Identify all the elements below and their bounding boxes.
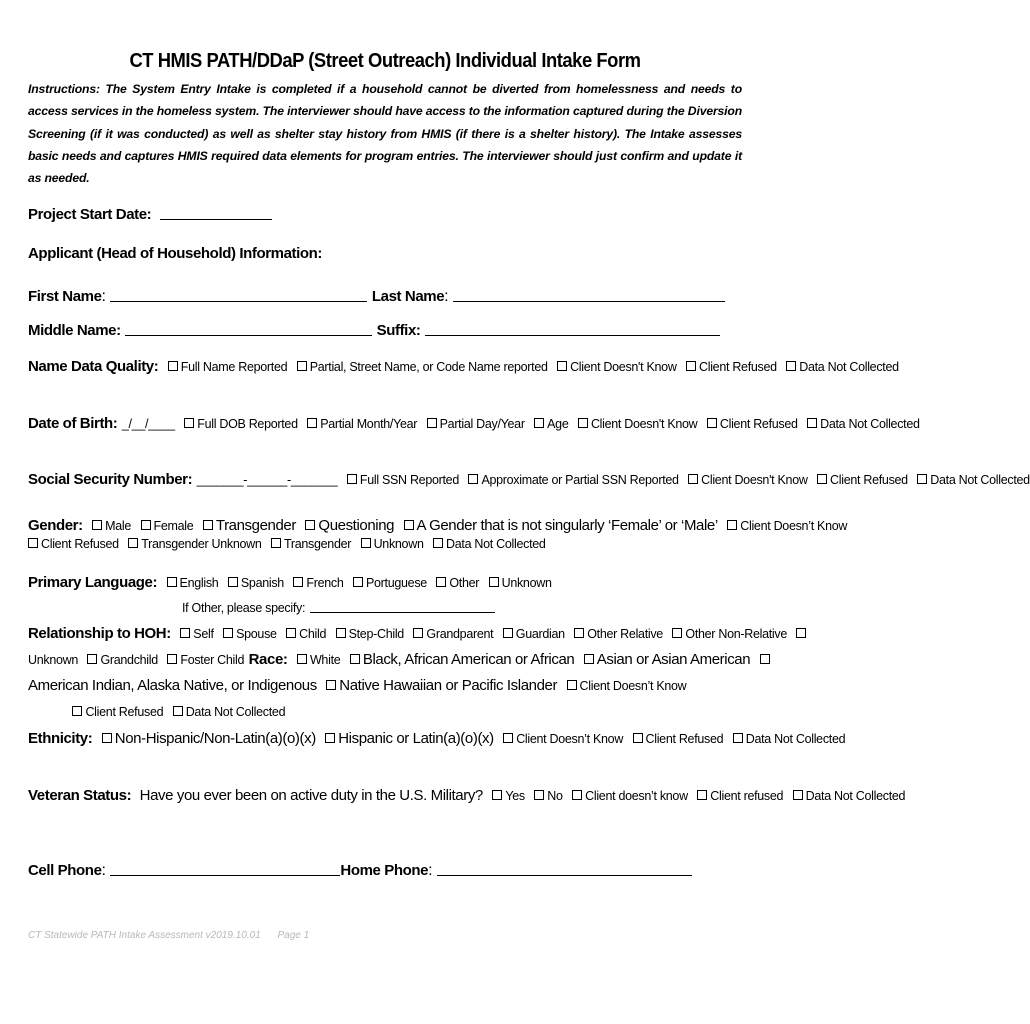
checkbox[interactable] bbox=[307, 418, 317, 428]
checkbox[interactable] bbox=[578, 418, 588, 428]
option-label: Age bbox=[547, 417, 569, 431]
checkbox[interactable] bbox=[173, 706, 183, 716]
checkbox[interactable] bbox=[688, 474, 698, 484]
option-label: Client Refused bbox=[41, 537, 119, 551]
last-name-label: Last Name bbox=[371, 288, 445, 305]
option-label: Step-Child bbox=[348, 627, 404, 641]
option-label: Black, African American or African bbox=[362, 651, 575, 668]
footer-version: CT Statewide PATH Intake Assessment v2019.10.01 bbox=[28, 930, 261, 941]
option-label: Partial Month/Year bbox=[320, 417, 418, 431]
option-label: Data Not Collected bbox=[820, 417, 920, 431]
checkbox[interactable] bbox=[325, 733, 335, 743]
checkbox[interactable] bbox=[168, 361, 178, 371]
option-label: Partial, Street Name, or Code Name reported bbox=[309, 360, 548, 374]
middle-name-field[interactable] bbox=[125, 323, 372, 336]
checkbox[interactable] bbox=[128, 538, 138, 548]
option-label: Native Hawaiian or Pacific Islander bbox=[339, 677, 558, 694]
checkbox[interactable] bbox=[584, 654, 594, 664]
language-other-label: If Other, please specify: bbox=[182, 601, 306, 615]
checkbox[interactable] bbox=[686, 361, 696, 371]
option-label: Self bbox=[193, 627, 214, 641]
option-label: Male bbox=[105, 519, 132, 533]
checkbox[interactable] bbox=[336, 628, 346, 638]
option-label: Transgender bbox=[284, 537, 352, 551]
checkbox[interactable] bbox=[534, 418, 544, 428]
option-label: Client refused bbox=[710, 789, 784, 803]
checkbox[interactable] bbox=[427, 418, 437, 428]
footer bbox=[28, 930, 323, 941]
name-quality-label: Name Data Quality: bbox=[28, 358, 159, 375]
option-label: Client Refused bbox=[719, 417, 798, 431]
option-label: Other Non-Relative bbox=[685, 627, 787, 641]
checkbox[interactable] bbox=[503, 733, 513, 743]
project-start-row bbox=[28, 206, 742, 224]
checkbox[interactable] bbox=[28, 538, 38, 548]
checkbox[interactable] bbox=[167, 577, 177, 587]
option-label: Transgender bbox=[215, 517, 296, 534]
option-label: Unknown bbox=[373, 537, 424, 551]
option-label: Client Doesn’t Know bbox=[740, 519, 848, 533]
option-label: Client doesn’t know bbox=[585, 789, 688, 803]
option-label: Non-Hispanic/Non-Latin(a)(o)(x) bbox=[114, 730, 316, 747]
ssn-field[interactable]: _______-______-_______ bbox=[196, 473, 338, 487]
checkbox[interactable] bbox=[567, 680, 577, 690]
option-label: Other bbox=[449, 576, 480, 590]
checkbox[interactable] bbox=[707, 418, 717, 428]
checkbox[interactable] bbox=[350, 654, 360, 664]
option-label: Full DOB Reported bbox=[197, 417, 298, 431]
ethnicity-label: Ethnicity: bbox=[28, 730, 93, 747]
race-label: Race: bbox=[248, 651, 288, 668]
checkbox[interactable] bbox=[87, 654, 97, 664]
ethnicity-row bbox=[28, 727, 846, 751]
checkbox[interactable] bbox=[286, 628, 296, 638]
checkbox[interactable] bbox=[917, 474, 927, 484]
option-label: Questioning bbox=[318, 517, 395, 534]
veteran-label: Veteran Status: bbox=[28, 787, 132, 804]
option-label: Client Refused bbox=[830, 473, 908, 487]
option-label: Yes bbox=[505, 789, 525, 803]
first-name-field[interactable] bbox=[110, 289, 367, 302]
option-label: Client Refused bbox=[699, 360, 777, 374]
dob-label: Date of Birth: bbox=[28, 415, 118, 432]
option-label: Approximate or Partial SSN Reported bbox=[481, 473, 679, 487]
language-other-field[interactable] bbox=[310, 600, 495, 613]
checkbox[interactable] bbox=[793, 790, 803, 800]
veteran-row bbox=[28, 784, 906, 808]
option-label: Data Not Collected bbox=[930, 473, 1030, 487]
option-label: Partial Day/Year bbox=[439, 417, 525, 431]
option-label: Unknown bbox=[28, 653, 79, 667]
option-label: Foster Child bbox=[180, 653, 245, 667]
checkbox[interactable] bbox=[271, 538, 281, 548]
option-label: Data Not Collected bbox=[799, 360, 899, 374]
checkbox[interactable] bbox=[489, 577, 499, 587]
project-start-field[interactable] bbox=[160, 207, 272, 220]
checkbox[interactable] bbox=[203, 520, 213, 530]
option-label: Data Not Collected bbox=[446, 537, 546, 551]
dob-row bbox=[28, 415, 920, 433]
checkbox[interactable] bbox=[503, 628, 513, 638]
option-label: Grandparent bbox=[426, 627, 494, 641]
checkbox[interactable] bbox=[468, 474, 478, 484]
checkbox[interactable] bbox=[228, 577, 238, 587]
option-label: Other Relative bbox=[587, 627, 663, 641]
checkbox[interactable] bbox=[633, 733, 643, 743]
relationship-race-row bbox=[28, 621, 787, 725]
language-row bbox=[28, 574, 742, 592]
checkbox[interactable] bbox=[760, 654, 770, 664]
option-label: American Indian, Alaska Native, or Indigenous bbox=[28, 677, 317, 694]
checkbox[interactable] bbox=[297, 654, 307, 664]
middle-name-label: Middle Name: bbox=[28, 322, 121, 339]
option-label: Grandchild bbox=[100, 653, 158, 667]
option-label: Child bbox=[299, 627, 327, 641]
applicant-heading-row bbox=[28, 245, 742, 263]
checkbox[interactable] bbox=[180, 628, 190, 638]
option-label: Transgender Unknown bbox=[141, 537, 262, 551]
cell-phone-label: Cell Phone bbox=[28, 862, 102, 879]
option-label: Guardian bbox=[515, 627, 565, 641]
suffix-field[interactable] bbox=[425, 323, 720, 336]
checkbox[interactable] bbox=[727, 520, 737, 530]
checkbox[interactable] bbox=[404, 520, 414, 530]
checkbox[interactable] bbox=[733, 733, 743, 743]
gender-label: Gender: bbox=[28, 517, 83, 534]
option-label: Female bbox=[153, 519, 194, 533]
relationship-label: Relationship to HOH: bbox=[28, 625, 171, 642]
option-label: White bbox=[309, 653, 341, 667]
home-phone-field[interactable] bbox=[437, 863, 692, 876]
checkbox[interactable] bbox=[305, 520, 315, 530]
language-other-row bbox=[182, 599, 582, 617]
checkbox[interactable] bbox=[184, 418, 194, 428]
option-label: Spanish bbox=[240, 576, 284, 590]
project-start-label: Project Start Date: bbox=[28, 206, 152, 223]
dob-field[interactable]: _/__/____ bbox=[121, 417, 175, 431]
option-label: Client Refused bbox=[645, 732, 724, 746]
option-label: Data Not Collected bbox=[805, 789, 906, 803]
option-label: French bbox=[306, 576, 344, 590]
checkbox[interactable] bbox=[326, 680, 336, 690]
option-label: Asian or Asian American bbox=[596, 651, 751, 668]
option-label: Client Doesn't Know bbox=[570, 360, 677, 374]
option-label: No bbox=[547, 789, 563, 803]
option-label: Spouse bbox=[236, 627, 277, 641]
option-label: Client Doesn’t Know bbox=[516, 732, 624, 746]
phones-row: Cell Phone: Home Phone: bbox=[28, 862, 742, 880]
instructions: Instructions: The System Entry Intake is completed if a household cannot be diverted from homelessness and needs to access services in the homeless system. The interviewer should have access to the information captured during the Diversion Screening (if it was conducted) as well as shelter stay history from HMIS (if there is a shelter history). The Intake assesses basic needs and captures HMIS required data elements for program entries. The interviewer should just confirm and update it as needed. bbox=[28, 82, 742, 186]
checkbox[interactable] bbox=[572, 790, 582, 800]
option-label: Full Name Reported bbox=[180, 360, 288, 374]
option-label: Client Doesn't Know bbox=[590, 417, 698, 431]
language-label: Primary Language: bbox=[28, 574, 158, 591]
option-label: Unknown bbox=[501, 576, 552, 590]
checkbox[interactable] bbox=[786, 361, 796, 371]
option-label: Data Not Collected bbox=[745, 732, 846, 746]
checkbox[interactable] bbox=[353, 577, 363, 587]
checkbox[interactable] bbox=[672, 628, 682, 638]
checkbox[interactable] bbox=[557, 361, 567, 371]
option-label: Data Not Collected bbox=[185, 705, 286, 719]
last-name-field[interactable] bbox=[453, 289, 725, 302]
checkbox[interactable] bbox=[534, 790, 544, 800]
checkbox[interactable] bbox=[436, 577, 446, 587]
option-label: Hispanic or Latin(a)(o)(x) bbox=[338, 730, 494, 747]
option-label: Client Doesn't Know bbox=[701, 473, 808, 487]
checkbox[interactable] bbox=[574, 628, 584, 638]
option-label: Client Refused bbox=[85, 705, 164, 719]
checkbox[interactable] bbox=[413, 628, 423, 638]
gender-row bbox=[28, 517, 848, 553]
checkbox[interactable] bbox=[796, 628, 806, 638]
checkbox[interactable] bbox=[141, 520, 151, 530]
checkbox[interactable] bbox=[92, 520, 102, 530]
checkbox[interactable] bbox=[167, 654, 177, 664]
option-label: Portuguese bbox=[365, 576, 427, 590]
option-label: A Gender that is not singularly ‘Female’ or ‘Male’ bbox=[416, 517, 718, 534]
middle-suffix-row bbox=[28, 322, 742, 340]
option-label: Full SSN Reported bbox=[359, 473, 459, 487]
checkbox[interactable] bbox=[433, 538, 443, 548]
first-name-label: First Name bbox=[28, 288, 102, 305]
home-phone-label: Home Phone bbox=[340, 862, 429, 879]
name-quality-row bbox=[28, 358, 899, 376]
first-last-row: First Name: Last Name: bbox=[28, 288, 742, 306]
checkbox[interactable] bbox=[361, 538, 371, 548]
footer-page: Page 1 bbox=[277, 930, 310, 941]
checkbox[interactable] bbox=[492, 790, 502, 800]
veteran-question: Have you ever been on active duty in the U.S. Military? bbox=[139, 787, 483, 804]
checkbox[interactable] bbox=[297, 361, 307, 371]
checkbox[interactable] bbox=[807, 418, 817, 428]
applicant-heading: Applicant (Head of Household) Information: bbox=[28, 245, 323, 262]
option-label: English bbox=[179, 576, 219, 590]
checkbox[interactable] bbox=[817, 474, 827, 484]
ssn-label: Social Security Number: bbox=[28, 471, 193, 488]
checkbox[interactable] bbox=[293, 577, 303, 587]
checkbox[interactable] bbox=[72, 706, 82, 716]
cell-phone-field[interactable] bbox=[110, 863, 340, 876]
ssn-row bbox=[28, 471, 1030, 489]
checkbox[interactable] bbox=[697, 790, 707, 800]
checkbox[interactable] bbox=[223, 628, 233, 638]
suffix-label: Suffix: bbox=[376, 322, 421, 339]
checkbox[interactable] bbox=[102, 733, 112, 743]
option-label: Client Doesn’t Know bbox=[579, 679, 687, 693]
checkbox[interactable] bbox=[347, 474, 357, 484]
form-title: CT HMIS PATH/DDaP (Street Outreach) Individual Intake Form bbox=[129, 50, 641, 72]
